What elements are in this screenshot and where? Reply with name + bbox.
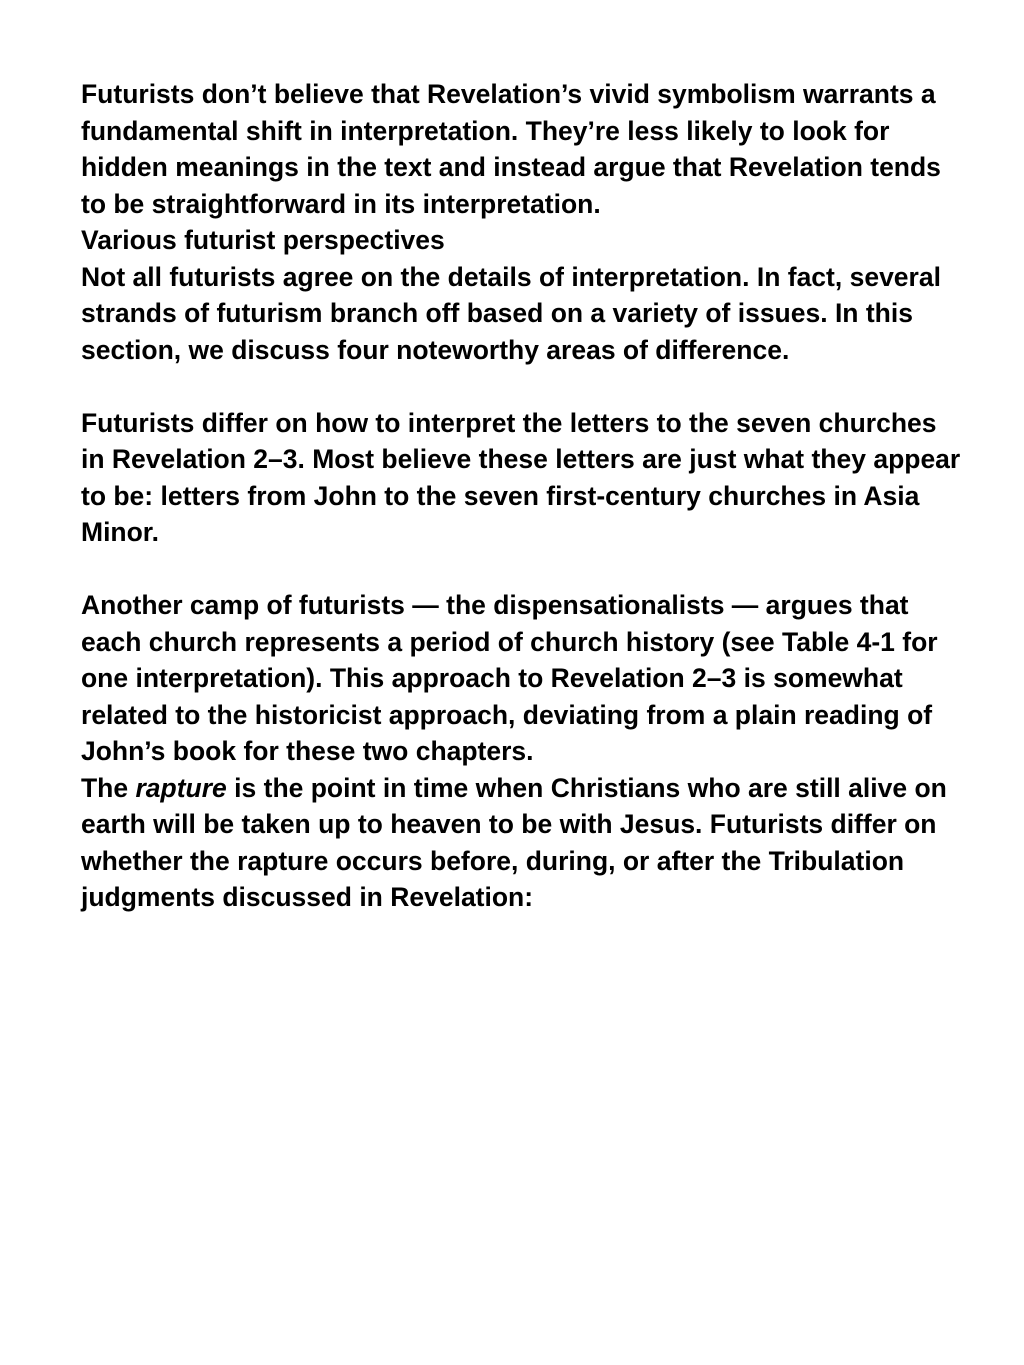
rapture-paragraph — [81, 770, 961, 916]
rapture-paragraph-rest: is the point in time when Christians who are still alive on earth will be taken up to heaven to be with Jesus. Futurists differ on whether the rapture occurs before, during, or after the Tribulation judgments discussed in Revelation: — [81, 772, 947, 912]
rapture-paragraph-lead: The — [81, 772, 136, 803]
dispensationalists-paragraph: Another camp of futurists — the dispensationalists — argues that each church represents a period of church history (see Table 4-1 for one interpretation). This approach to Revelation 2–3 is somewhat related to the historicist approach, deviating from a plain reading of John’s book for these two chapters. — [81, 590, 938, 766]
paragraph-spacer — [81, 551, 961, 588]
seven-churches-paragraph: Futurists differ on how to interpret the letters to the seven churches in Revelation 2–3. Most believe these letters are just what they appear to be: letters from John to the seven first-century churches in Asia Minor. — [81, 407, 961, 547]
document-page — [81, 76, 961, 916]
intro-paragraph: Futurists don’t believe that Revelation’s vivid symbolism warrants a fundamental shift in interpretation. They’re less likely to look for hidden meanings in the text and instead argue that Revelation tends to be straightforward in its interpretation. — [81, 79, 941, 219]
rapture-term: rapture — [135, 772, 227, 803]
section-heading: Various futurist perspectives — [81, 225, 445, 255]
overview-paragraph: Not all futurists agree on the details of interpretation. In fact, several strands of futurism branch off based on a variety of issues. In this section, we discuss four noteworthy areas of difference. — [81, 261, 941, 365]
paragraph-spacer — [81, 368, 961, 405]
